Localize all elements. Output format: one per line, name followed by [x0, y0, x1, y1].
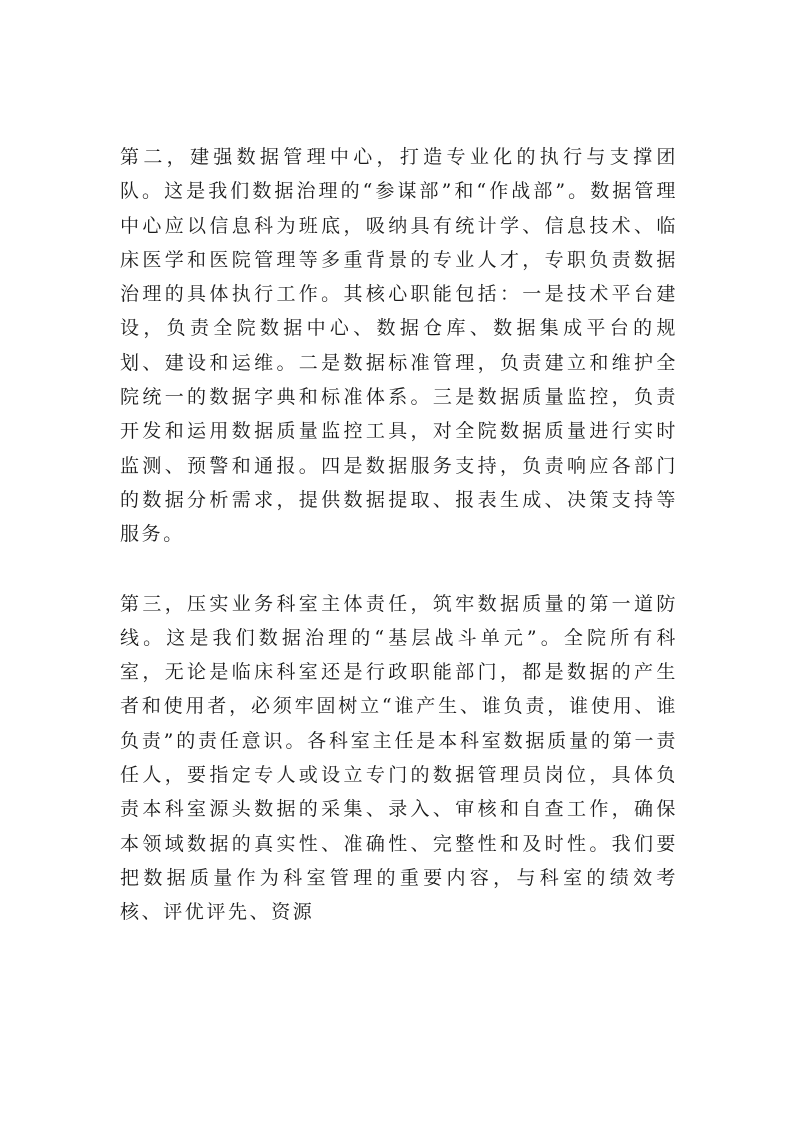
paragraph-data-management-center: 第二，建强数据管理中心，打造专业化的执行与支撑团队。这是我们数据治理的“参谋部”和“作战部”。数据管理中心应以信息科为班底，吸纳具有统计学、信息技术、临床医学和医院管理等多重背景的专业人才，专职负责数据治理的具体执行工作。其核心职能包括：一是技术平台建设，负责全院数据中心、数据仓库、数据集成平台的规划、建设和运维。二是数据标准管理，负责建立和维护全院统一的数据字典和标准体系。三是数据质量监控，负责开发和运用数据质量监控工具，对全院数据质量进行实时监测、预警和通报。四是数据服务支持，负责响应各部门的数据分析需求，提供数据提取、报表生成、决策支持等服务。	[120, 146, 678, 546]
paragraph-department-responsibility: 第三，压实业务科室主体责任，筑牢数据质量的第一道防线。这是我们数据治理的“基层战斗单元”。全院所有科室，无论是临床科室还是行政职能部门，都是数据的产生者和使用者，必须牢固树立“谁产生、谁负责，谁使用、谁负责”的责任意识。各科室主任是本科室数据质量的第一责任人，要指定专人或设立专门的数据管理员岗位，具体负责本科室源头数据的采集、录入、审核和自查工作，确保本领域数据的真实性、准确性、完整性和及时性。我们要把数据质量作为科室管理的重要内容，与科室的绩效考核、评优评先、资源	[120, 592, 678, 924]
document-body	[120, 140, 678, 930]
